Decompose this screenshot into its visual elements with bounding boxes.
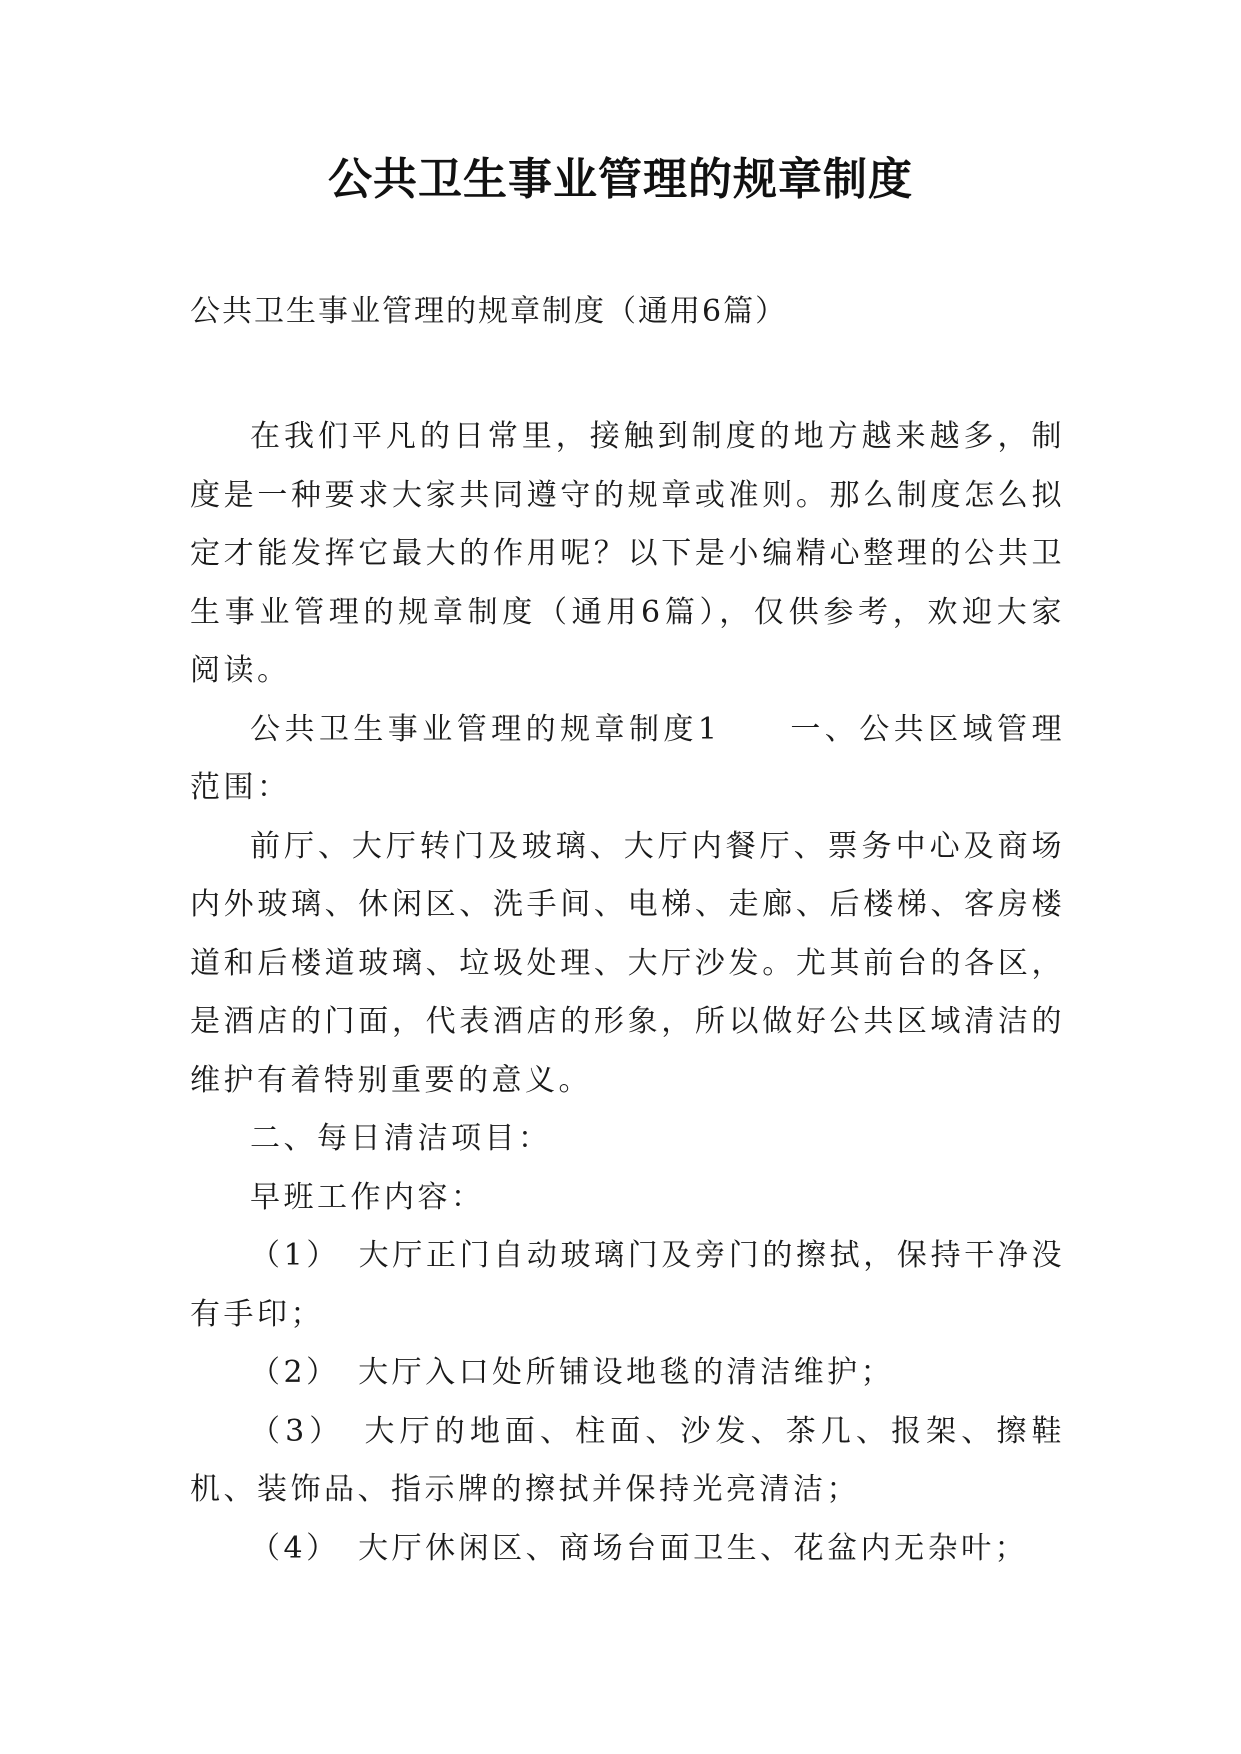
- list-item-2: （2） 大厅入口处所铺设地毯的清洁维护；: [250, 1355, 895, 1390]
- scope-paragraph: 前厅、大厅转门及玻璃、大厅内餐厅、票务中心及商场内外玻璃、休闲区、洗手间、电梯、走廊、后楼梯、客房楼道和后楼道玻璃、垃圾处理、大厅沙发。尤其前台的各区，是酒店的门面，代表酒店的形象，所以做好公共区域清洁的维护有着特别重要的意义。: [190, 828, 1065, 1098]
- morning-shift-heading: 早班工作内容：: [250, 1179, 485, 1215]
- intro-paragraph: 在我们平凡的日常里，接触到制度的地方越来越多，制度是一种要求大家共同遵守的规章或准则。那么制度怎么拟定才能发挥它最大的作用呢？以下是小编精心整理的公共卫生事业管理的规章制度（通用6篇），仅供参考，欢迎大家阅读。: [190, 419, 1065, 688]
- list-item-1: （1） 大厅正门自动玻璃门及旁门的擦拭，保持干净没有手印；: [190, 1238, 1065, 1332]
- document-subtitle: 公共卫生事业管理的规章制度（通用6篇）: [190, 294, 788, 329]
- document-title: 公共卫生事业管理的规章制度: [328, 154, 913, 205]
- section-heading-1: 公共卫生事业管理的规章制度1 一、公共区域管理范围：: [190, 711, 1065, 805]
- list-item-4: （4） 大厅休闲区、商场台面卫生、花盆内无杂叶；: [250, 1530, 1029, 1566]
- document-body: [190, 408, 1065, 1578]
- section-heading-2: 二、每日清洁项目：: [250, 1121, 552, 1156]
- list-item-3: （3） 大厅的地面、柱面、沙发、茶几、报架、擦鞋机、装饰品、指示牌的擦拭并保持光亮清洁；: [190, 1413, 1065, 1507]
